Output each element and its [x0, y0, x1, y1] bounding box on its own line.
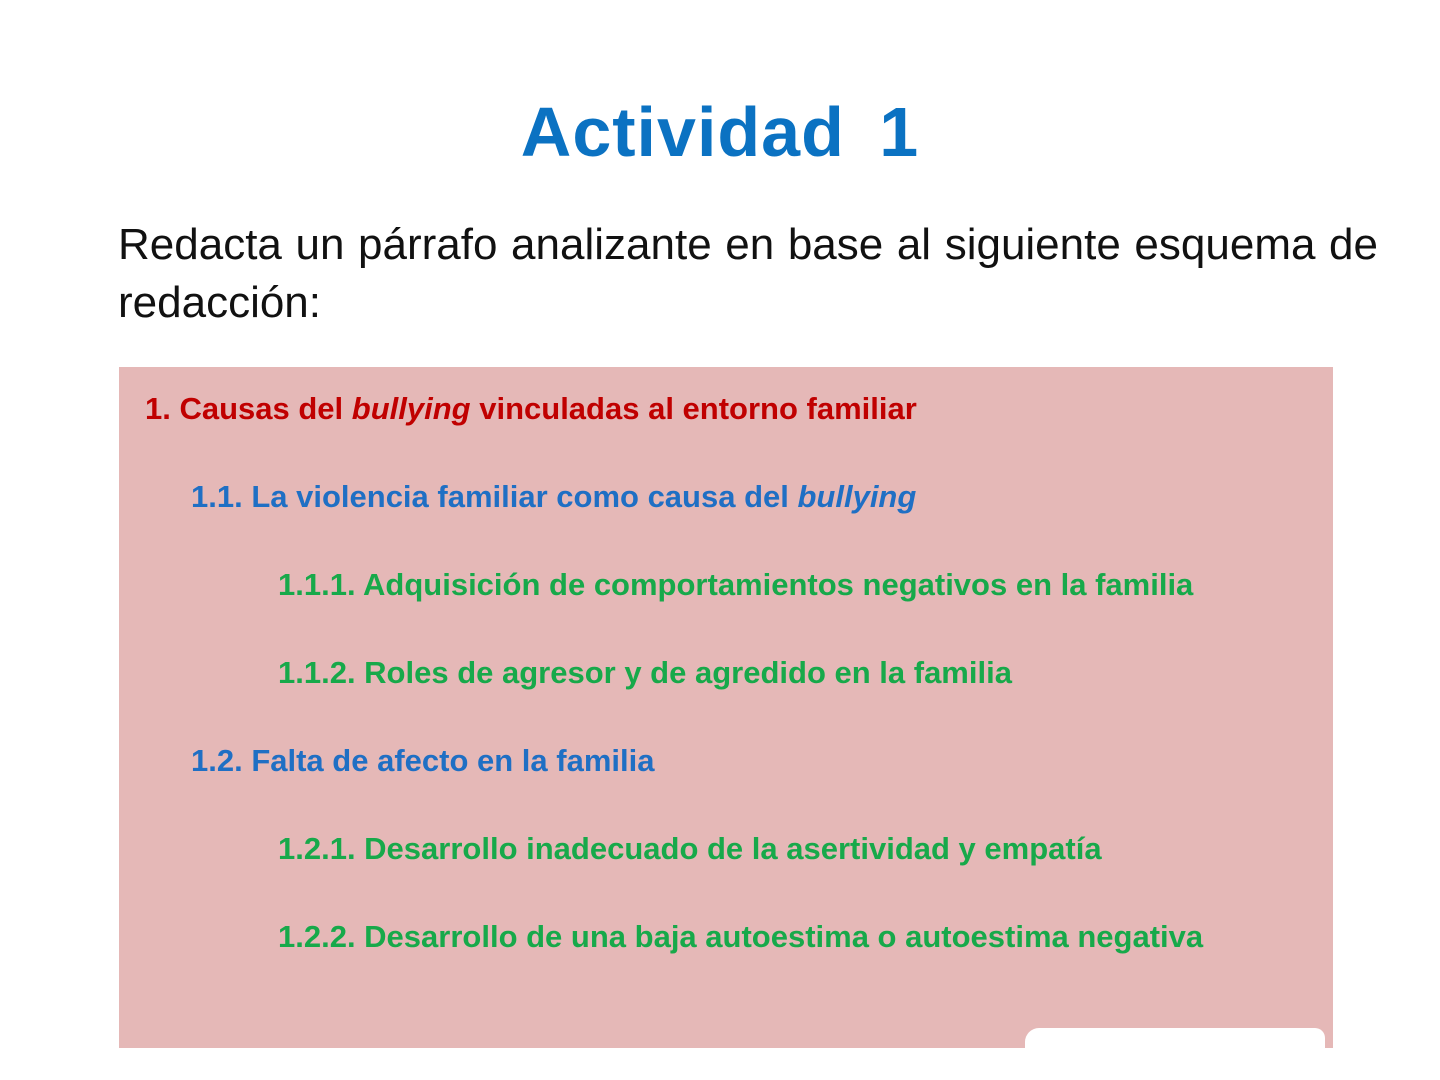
scheme-item-1-2: 1.2. Falta de afecto en la familia: [191, 743, 655, 778]
white-blot-decoration: [1025, 1028, 1325, 1052]
scheme-item-1-2-1: 1.2.1. Desarrollo inadecuado de la asertividad y empatía: [278, 831, 1102, 866]
writing-scheme-box: [119, 367, 1333, 1048]
scheme-item-1-prefix: 1. Causas del: [145, 391, 352, 426]
scheme-item-1-1-emphasis: bullying: [797, 479, 917, 514]
slide-title: Actividad 1: [520, 93, 920, 171]
instruction-text: Redacta un párrafo analizante en base al siguiente esquema de redacción:: [118, 220, 1378, 327]
scheme-item-1: [145, 389, 917, 429]
scheme-item-1-suffix: vinculadas al entorno familiar: [470, 391, 917, 426]
scheme-item-1-emphasis: bullying: [351, 391, 471, 426]
scheme-item-1-2-2: 1.2.2. Desarrollo de una baja autoestima o autoestima negativa: [278, 919, 1204, 954]
scheme-item-1-1: [191, 477, 916, 517]
scheme-item-1-1-prefix: 1.1. La violencia familiar como causa del: [191, 479, 798, 514]
scheme-item-1-1-1: 1.1.1. Adquisición de comportamientos negativos en la familia: [278, 567, 1194, 602]
scheme-item-1-1-2: 1.1.2. Roles de agresor y de agredido en la familia: [278, 655, 1012, 690]
